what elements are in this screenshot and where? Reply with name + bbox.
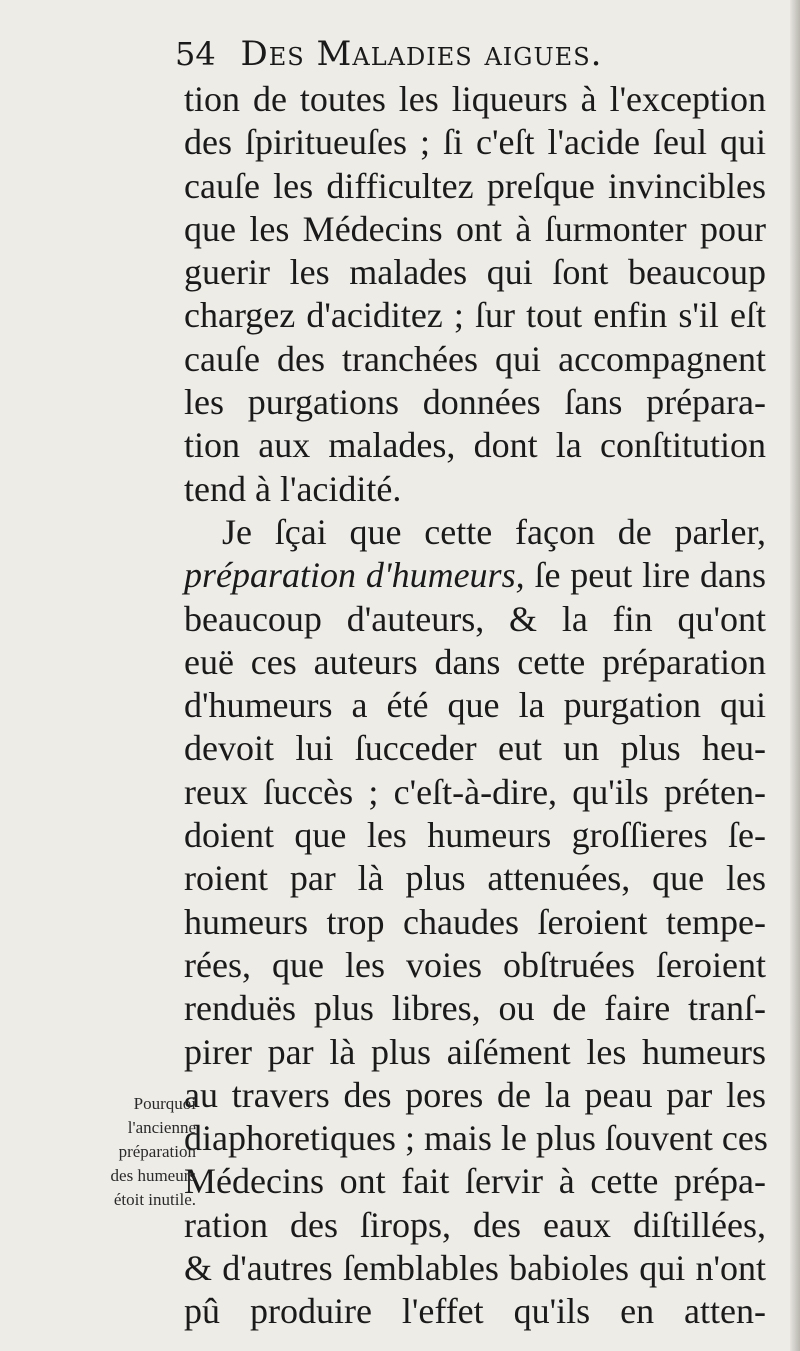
paragraph-start-line: Je ſçai que cette façon de parler, — [222, 511, 766, 552]
italic-phrase: préparation d'humeurs, — [184, 555, 525, 596]
margin-note-line: étoit inutile. — [113, 1190, 196, 1209]
text-line: euë ces auteurs dans cette préparation — [184, 641, 766, 682]
margin-note — [60, 1092, 196, 1212]
text-line: tend à l'acidité. — [184, 468, 402, 509]
text-line: beaucoup d'auteurs, & la fin qu'ont — [184, 598, 766, 639]
text-line: cauſe les difficultez preſque invincibles — [184, 165, 766, 206]
text-line: doient que les humeurs groſſieres ſe- — [184, 815, 766, 856]
text-line: au travers des pores de la peau par les — [184, 1074, 766, 1115]
text-line: renduës plus libres, ou de faire tranſ- — [184, 988, 766, 1029]
text-line: des ſpiritueuſes ; ſi c'eſt l'acide ſeul qui — [184, 122, 766, 163]
text-line: rées, que les voies obſtruées ſeroient — [184, 944, 766, 985]
text-line: cauſe des tranchées qui accompagnent — [184, 338, 766, 379]
running-title: Des Maladies aigues. — [240, 34, 603, 74]
text-line-with-italic — [184, 554, 766, 597]
text-line: les purgations données ſans prépara- — [184, 382, 766, 423]
text-line: devoit lui ſucceder eut un plus heu- — [184, 728, 766, 769]
text-fragment: ſe peut lire dans — [534, 555, 766, 596]
page-number: 54 — [175, 35, 216, 73]
text-line: ration des ſirops, des eaux diſtillées, — [184, 1204, 766, 1245]
text-line: Médecins ont fait ſervir à cette prépa- — [184, 1161, 766, 1202]
body-text — [184, 78, 766, 1334]
text-line: roient par là plus attenuées, que les — [184, 858, 766, 899]
text-line: guerir les malades qui ſont beaucoup — [184, 252, 766, 293]
text-line: & d'autres ſemblables babioles qui n'ont — [184, 1248, 766, 1289]
page-edge-shadow — [790, 0, 800, 1351]
text-line: pirer par là plus aiſément les humeurs — [184, 1031, 766, 1072]
page-header — [175, 34, 735, 82]
margin-note-line: Pourquoi — [133, 1094, 196, 1113]
text-line: tion de toutes les liqueurs à l'exception — [184, 79, 766, 119]
margin-note-line: l'ancienne — [127, 1118, 196, 1137]
text-line: reux ſuccès ; c'eſt-à-dire, qu'ils préten- — [184, 771, 766, 812]
text-line: d'humeurs a été que la purgation qui — [184, 685, 766, 726]
text-line: que les Médecins ont à ſurmonter pour — [184, 208, 766, 249]
text-line: diaphoretiques ; mais le plus ſouvent ces — [184, 1118, 768, 1159]
text-line: humeurs trop chaudes ſeroient tempe- — [184, 901, 766, 942]
text-line: tion aux malades, dont la conſtitution — [184, 425, 766, 466]
margin-note-line: des humeurs — [110, 1166, 196, 1185]
text-line: chargez d'aciditez ; ſur tout enfin s'il eſt — [184, 295, 766, 336]
margin-note-line: préparation — [118, 1142, 196, 1161]
text-line: pû produire l'effet qu'ils en atten- — [184, 1291, 766, 1332]
